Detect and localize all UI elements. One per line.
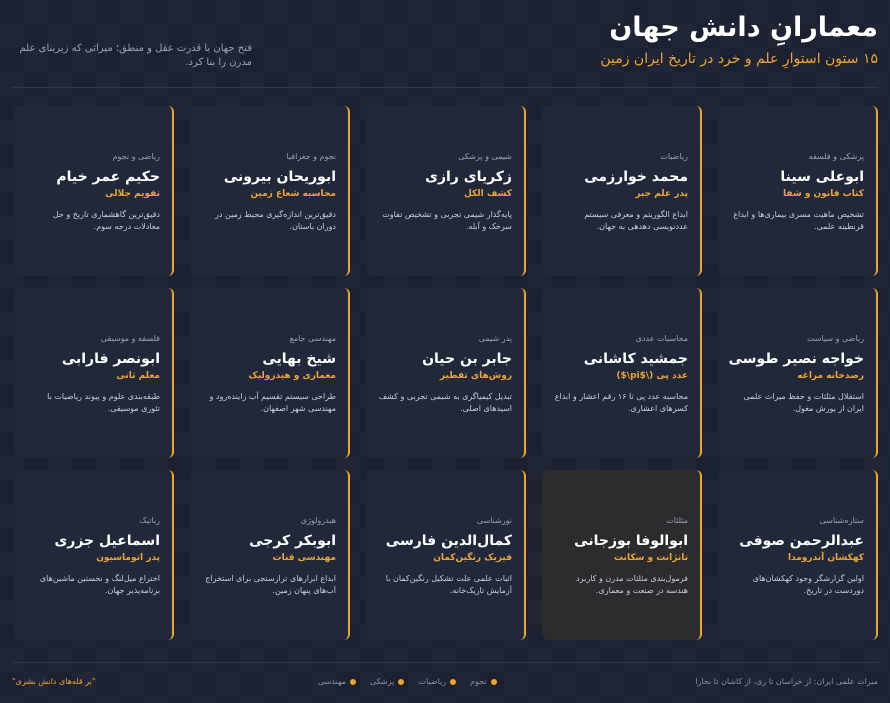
header-motto: فتح جهان با قدرت عقل و منطق؛ میراثی که زیربنای علم مدرن را بنا کرد. xyxy=(19,43,252,68)
footer-quote: "بر قله‌های دانش بشری" xyxy=(12,677,96,686)
card-name: جمشید کاشانی xyxy=(583,351,688,367)
scientist-card xyxy=(718,106,878,276)
card-name: اسماعیل جزری xyxy=(54,533,160,549)
card-name: ابوبکر کرجی xyxy=(249,533,336,549)
card-name: جابر بن حیان xyxy=(422,351,512,367)
card-tag: کتاب قانون و شفا xyxy=(782,189,864,199)
card-description: اثبات علمی علت تشکیل رنگین‌کمان با آزمایش تاریک‌خانه. xyxy=(385,574,512,595)
scientist-card xyxy=(14,470,174,640)
card-name: ابوعلی سینا xyxy=(780,169,864,185)
scientist-card xyxy=(718,288,878,458)
legend-dot-icon xyxy=(450,679,456,685)
legend xyxy=(318,677,497,686)
page-subtitle: ۱۵ ستون استوارِ علم و خرد در تاریخ ایران زمین xyxy=(600,51,878,67)
card-field: فلسفه و موسیقی xyxy=(100,334,160,343)
card-field: مثلثات xyxy=(666,516,688,525)
card-name: زکریای رازی xyxy=(425,169,512,185)
legend-label: نجوم xyxy=(470,677,487,686)
card-description: ابداع الگوریتم و معرفی سیستم عددنویسی دهدهی به جهان. xyxy=(584,210,688,231)
card-description: طبقه‌بندی علوم و پیوند ریاضیات با تئوری موسیقی. xyxy=(47,392,160,413)
scientist-card xyxy=(366,288,526,458)
card-field: پدر شیمی xyxy=(478,334,512,343)
scientist-card xyxy=(190,288,350,458)
scientist-card xyxy=(366,106,526,276)
legend-item xyxy=(418,677,456,686)
card-name: خواجه نصیر طوسی xyxy=(728,351,864,367)
legend-item xyxy=(370,677,404,686)
page-title: معمارانِ دانش جهان xyxy=(609,12,878,43)
scientist-card xyxy=(190,470,350,640)
card-name: ابوریحان بیرونی xyxy=(223,169,336,185)
card-tag: تقویم جلالی xyxy=(105,189,160,199)
header xyxy=(0,0,890,88)
legend-dot-icon xyxy=(350,679,356,685)
footer-divider xyxy=(12,662,878,663)
card-name: ابونصر فارابی xyxy=(61,351,160,367)
legend-item xyxy=(318,677,356,686)
legend-dot-icon xyxy=(398,679,404,685)
footer-caption: میراث علمی ایران: از خراسان تا ری، از کاشان تا بخارا xyxy=(695,677,878,686)
scientist-card xyxy=(718,470,878,640)
card-description: دقیق‌ترین اندازه‌گیری محیط زمین در دوران باستان. xyxy=(215,210,336,231)
card-description: فرمول‌بندی مثلثات مدرن و کاربرد هندسه در صنعت و معماری. xyxy=(576,574,688,595)
card-tag: کهکشان آندرومدا xyxy=(787,553,864,563)
card-description: محاسبه عدد پی تا ۱۶ رقم اعشار و ابداع کسرهای اعشاری. xyxy=(554,392,688,413)
card-field: مهندسی جامع xyxy=(289,334,336,343)
card-tag: روش‌های تقطیر xyxy=(439,371,512,381)
card-field: هیدرولوژی xyxy=(300,516,336,525)
card-name: محمد خوارزمی xyxy=(584,169,688,185)
card-tag: پدر اتوماسیون xyxy=(96,553,160,563)
card-description: اختراع میل‌لنگ و نخستین ماشین‌های برنامه‌پذیر جهان. xyxy=(39,574,160,595)
card-field: نورشناسی xyxy=(476,516,512,525)
card-field: پزشکی و فلسفه xyxy=(808,152,864,161)
card-description: ابداع ابزارهای ترازسنجی برای استخراج آب‌های پنهان زمین. xyxy=(205,574,336,595)
legend-item xyxy=(470,677,496,686)
card-tag: فیزیک رنگین‌کمان xyxy=(433,553,512,563)
scientist-grid xyxy=(12,106,878,640)
legend-label: مهندسی xyxy=(318,677,346,686)
card-tag: تانژانت و سکانت xyxy=(614,553,688,563)
card-description: اولین گزارشگر وجود کهکشان‌های دوردست در تاریخ. xyxy=(752,574,864,595)
card-tag: رصدخانه مراغه xyxy=(797,371,864,381)
legend-label: ریاضیات xyxy=(418,677,447,686)
card-name: عبدالرحمن صوفی xyxy=(739,533,864,549)
card-field: محاسبات عددی xyxy=(635,334,688,343)
scientist-card xyxy=(14,106,174,276)
card-field: شیمی و پزشکی xyxy=(458,152,512,161)
card-name: شیخ بهایی xyxy=(262,351,336,367)
card-field: ریاضی و نجوم xyxy=(112,152,160,161)
scientist-card xyxy=(190,106,350,276)
card-field: ریاضیات xyxy=(660,152,688,161)
card-tag: معلم ثانی xyxy=(116,371,160,381)
card-description: تشخیص ماهیت مسری بیماری‌ها و ابداع قرنطینه علمی. xyxy=(733,210,864,231)
card-field: ستاره‌شناسی xyxy=(819,516,864,525)
card-tag: پدر علم جبر xyxy=(635,189,688,199)
card-tag: محاسبه شعاع زمین xyxy=(250,189,336,199)
card-field: رباتیک xyxy=(139,516,160,525)
card-description: تبدیل کیمیاگری به شیمی تجربی و کشف اسیدهای اصلی. xyxy=(378,392,512,413)
scientist-card xyxy=(542,106,702,276)
card-tag: کشف الکل xyxy=(464,189,512,199)
legend-label: پزشکی xyxy=(369,677,395,686)
card-tag: مهندسی قنات xyxy=(272,553,336,563)
card-description: دقیق‌ترین گاهشماری تاریخ و حل معادلات درجه سوم. xyxy=(52,210,160,231)
card-name: حکیم عمر خیام xyxy=(56,169,160,185)
scientist-card xyxy=(366,470,526,640)
card-tag: معماری و هیدرولیک xyxy=(248,371,336,381)
card-field: نجوم و جغرافیا xyxy=(286,152,336,161)
scientist-card-highlighted xyxy=(542,470,702,640)
scientist-card xyxy=(14,288,174,458)
header-divider xyxy=(12,87,878,88)
card-description: طراحی سیستم تقسیم آب زاینده‌رود و مهندسی شهر اصفهان. xyxy=(209,392,336,413)
card-name: کمال‌الدین فارسی xyxy=(385,533,512,549)
card-description: استقلال مثلثات و حفظ میراث علمی ایران از یورش مغول. xyxy=(743,392,864,413)
scientist-card xyxy=(542,288,702,458)
card-name: ابوالوفا بوزجانی xyxy=(574,533,688,549)
card-description: پایه‌گذار شیمی تجربی و تشخیص تفاوت سرخک و آبله. xyxy=(382,210,512,231)
legend-dot-icon xyxy=(491,679,497,685)
card-tag: عدد پی (\$pi\$) xyxy=(616,371,688,381)
card-field: ریاضی و سیاست xyxy=(806,334,864,343)
